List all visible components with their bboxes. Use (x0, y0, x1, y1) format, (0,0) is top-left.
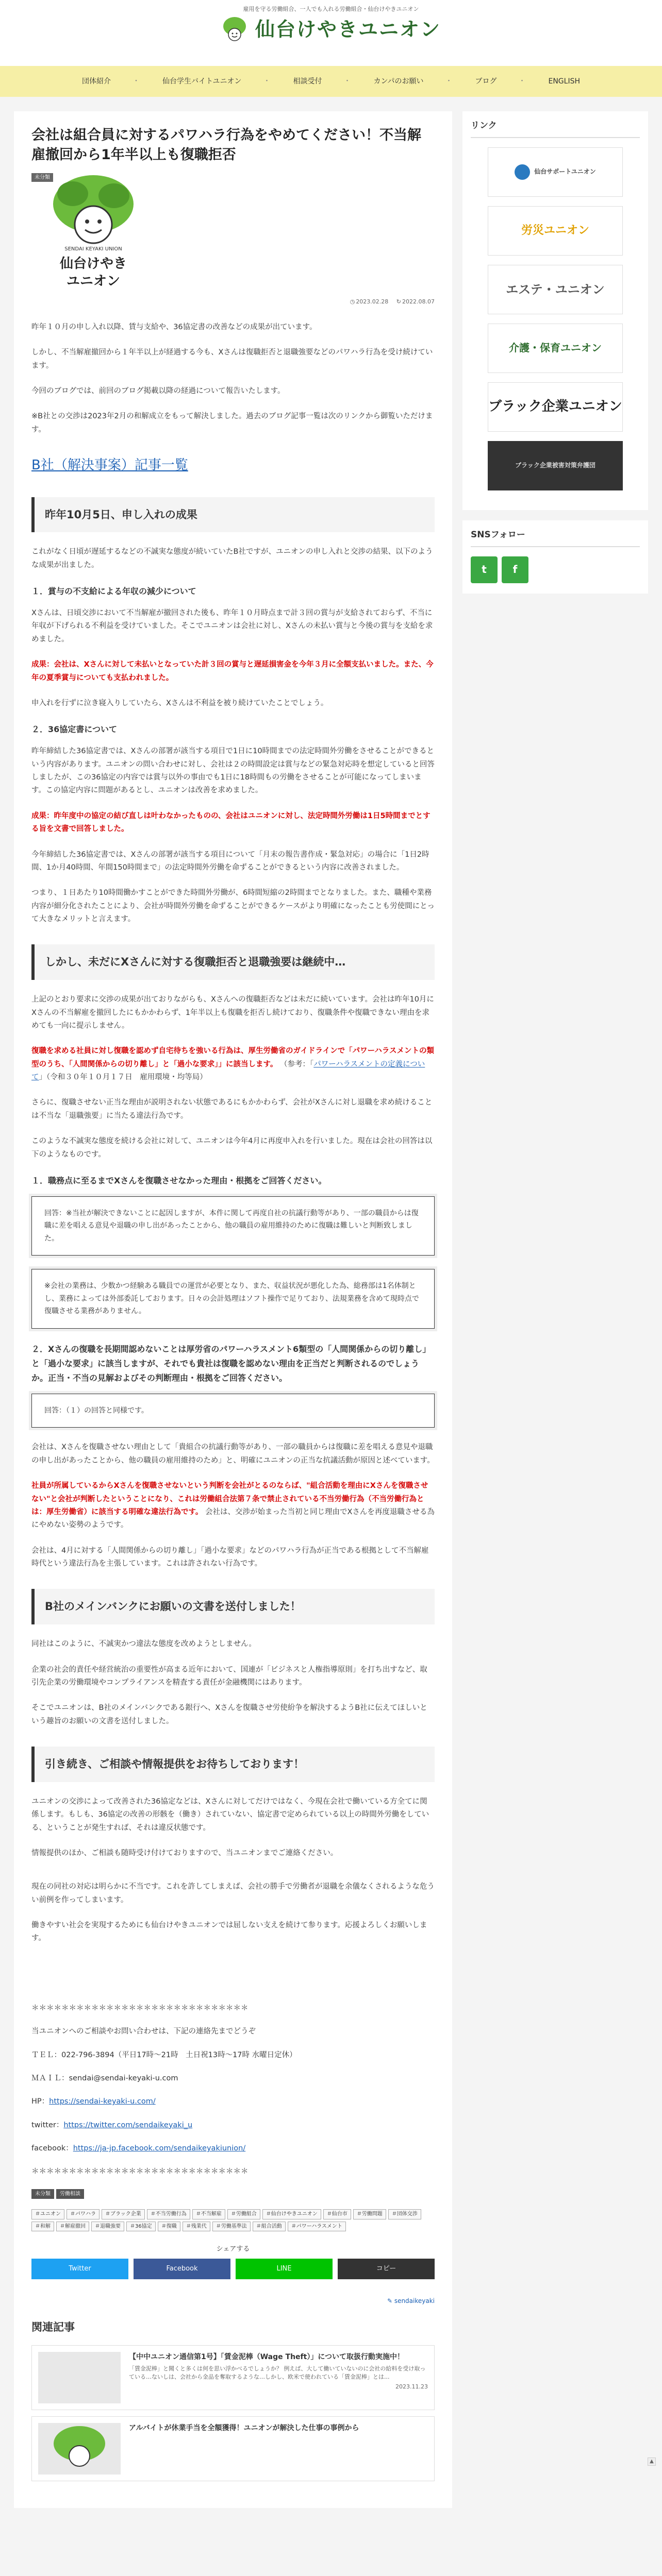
nav-item-donation[interactable]: ・ カンパのお願い (347, 75, 449, 88)
contact-hp-row (31, 2095, 435, 2108)
tag-item[interactable]: ＃労働組合 (227, 2209, 260, 2219)
links-widget (462, 111, 648, 510)
result-highlight: 成果：会社は、Xさんに対して未払いとなっていた計３回の賞与と遅延損害金を今年３月に全額支払いました。また、今年の夏季賞与についても支払われました。 (31, 660, 434, 682)
contact-mail: ＭＡＩＬ：sendai@sendai-keyaki-u.com (31, 2074, 178, 2082)
related-body (129, 2423, 428, 2475)
paragraph: このような不誠実な態度を続ける会社に対して、ユニオンは今年4月に再度申入れを行いました。現在は会社の回答は以下のようなものです。 (31, 1137, 433, 1159)
category-uncategorized[interactable]: 未分類 (31, 2189, 54, 2199)
date-published: 2023.02.28 (356, 298, 389, 305)
tag-item[interactable]: ＃ユニオン (31, 2209, 64, 2219)
paragraph: Xさんは、日頃交渉において不当解雇が撤回された後も、昨年１０月時点まで計３回の賞与が支給されておらず、不当に年収が下げられる不利益を受けていました。そこでユニオンは会社に対し、Xさんの未払い賞与と今後の賞与を支給を求めました。 (31, 609, 433, 643)
subheading-4: ２．Xさんの復職を長期間認めないことは厚労省のパワーハラスメント6類型の「人間関係からの切り離し」と「過小な要求」に該当しますが、それでも貴社は復職を認めない理由を正当だと判断されるのでしょうか。正当・不当の見解およびその判断理由・根拠をご回答ください。 (31, 1344, 431, 1383)
banner-care-union[interactable] (488, 324, 623, 373)
hp-link[interactable]: https://sendai-keyaki-u.com/ (49, 2097, 156, 2106)
subheading-1: １．賞与の不支給による年収の減少について (31, 586, 196, 597)
powerharassment-highlight: 復職を求める社員に対し復職を認めず自宅待ちを強いる行為は、厚生労働省のガイドラインで「パワーハラスメントの類型のうち、「人間関係からの切り離し」と「過小な要求」」に該当します。 (31, 1047, 434, 1069)
eyecatch-text-1: 仙台けやき (59, 256, 127, 272)
facebook-follow-icon[interactable]: f (502, 556, 528, 583)
facebook-link[interactable]: https://ja-jp.facebook.com/sendaikeyakiunion/ (73, 2144, 246, 2153)
author-name: sendaikeyaki (394, 2297, 435, 2305)
answer-box-3: 回答：（１）の回答と同様です。 (31, 1394, 435, 1428)
contact-tel: ＴＥＬ：022-796-3894（平日17時〜21時 土日祝13時〜17時 水曜日定休） (31, 2050, 297, 2059)
paragraph: 昨年締結した36協定書では、Xさんの部署が該当する項目で1日に10時間までの法定時間外労働をさせることができるという内容があります。ユニオンの問い合わせに対し、会社は２の時間設定は賞与などの緊急対応時を想定していると回答しましたが、この36協定の内容では賞与以外の事由でも1日に18時間もの労働をさせることが可能になってしまいます。この協定内容に問題があるとし、ユニオンは改善を求めました。 (31, 747, 435, 795)
share-twitter-button[interactable]: Twitter (31, 2259, 128, 2279)
sns-buttons (471, 556, 640, 583)
site-tagline: 雇用を守る労働組合、一人でも入れる労働組合・仙台けやきユニオン (243, 6, 419, 12)
related-body (129, 2352, 428, 2403)
tag-item[interactable]: ＃労働問題 (353, 2209, 386, 2219)
clock-icon: ◷ (350, 298, 355, 305)
tag-list (31, 2209, 435, 2231)
paragraph: 会社は、4月に対する「人間関係からの切り離し」「過小な要求」などのパワハラ行為が正当である根拠として不当解雇時代という違法行為を主張しています。これは許されない行為です。 (31, 1546, 429, 1568)
nav-item-student-union[interactable]: ・ 仙台学生バイトユニオン (137, 75, 267, 88)
eyecatch-ring-text: SENDAI KEYAKI UNION (64, 246, 122, 252)
paragraph: ユニオンの交渉によって改善された36協定などは、Xさんに対してだけではなく、今現在会社で働いている方全てに関係します。もしも、36協定の改善の形骸を（働き）されていない、協定書で定められている以上の時間外労働をしている、ということが発生すれば、それは違反状態です。 (31, 1797, 429, 1832)
paragraph: 現在の同社の対応は明らかに不当です。これを許してしまえば、会社の勝手で労働者が退職を余儀なくされるような危うい前例を作ってしまいます。 (31, 1883, 435, 1904)
banner-label: ブラック企業被害対策弁護団 (515, 462, 595, 469)
tag-item[interactable]: ＃団体交渉 (388, 2209, 421, 2219)
banner-rousai-union[interactable] (488, 206, 623, 256)
paragraph: 今年締結した36協定書では、Xさんの部署が該当する項目について「月末の報告書作成・緊急対応」の場合に「1日2時間、1か月40時間、年間150時間まで」の法定時間外労働を命ずることができるという内容に改善されました。 (31, 850, 429, 872)
answer-box-2: ※会社の業務は、少数かつ経験ある職員での運営が必要となり、また、収益状況が悪化した為、総務部は1名体制とし、業務によっては外部委託しております。日々の会計処理はソフト操作で足りており、法規業務を含めて現時点で復職させる業務がありません。 (31, 1269, 435, 1329)
section-heading-2: しかし、未だにXさんに対する復職拒否と退職強要は継続中… (31, 944, 435, 980)
close-quote: 」 (39, 1073, 46, 1082)
post-dates (31, 297, 435, 307)
tag-item[interactable]: ＃退職強要 (91, 2222, 124, 2232)
related-thumbnail (38, 2352, 121, 2403)
related-card[interactable] (31, 2345, 435, 2410)
share-line-button[interactable]: LINE (236, 2259, 333, 2279)
twitter-link[interactable]: https://twitter.com/sendaikeyaki_u (63, 2121, 193, 2129)
related-thumbnail (38, 2423, 121, 2475)
site-header (0, 0, 662, 66)
nav-item-blog[interactable]: ・ ブログ (449, 75, 522, 88)
tag-item[interactable]: ＃残業代 (183, 2222, 210, 2232)
banner-black-company-lawyers[interactable] (488, 441, 623, 490)
banner-sendai-support-union[interactable] (488, 147, 623, 197)
banner-black-company-union[interactable] (488, 382, 623, 432)
paragraph: 企業の社会的責任や経営統治の重要性が高まる近年において、国連が「ビジネスと人権指導原則」を打ち出すなど、取引先企業の労働環境やコンプライアンスを精査する責任が金融機関にはあります。 (31, 1665, 427, 1687)
tag-item[interactable]: ＃不当解雇 (192, 2209, 225, 2219)
tag-item[interactable]: ＃労働基準法 (212, 2222, 251, 2232)
share-copy-button[interactable]: コピー (338, 2259, 435, 2279)
category-list (31, 2189, 435, 2199)
contact-intro: 当ユニオンへのご相談やお問い合わせは、下記の連絡先までどうぞ (31, 2027, 256, 2036)
links-widget-title: リンク (471, 118, 640, 138)
intro-paragraph-2: しかし、不当解雇撤回から１年半以上が経過する今も、Xさんは復職拒否と退職強要などのパワハラ行為を受け続けています。 (31, 348, 433, 370)
banner-label: 仙台サポートユニオン (534, 168, 596, 176)
logo-leaf-icon (221, 16, 248, 43)
section-heading-3: B社のメインバンクにお願いの文書を送付しました！ (31, 1589, 435, 1624)
tag-item[interactable]: ＃ブラック企業 (102, 2209, 145, 2219)
eyecatch-text-2: ユニオン (66, 273, 121, 289)
category-labor-consult[interactable]: 労働相談 (56, 2189, 84, 2199)
banner-label: 介護・保育ユニオン (509, 342, 602, 354)
banner-label: エステ・ユニオン (506, 281, 605, 297)
section-heading-4: 引き続き、ご相談や情報提供をお待ちしております！ (31, 1747, 435, 1782)
share-facebook-button[interactable]: Facebook (134, 2259, 230, 2279)
author-link[interactable] (31, 2296, 435, 2307)
sidebar (462, 111, 648, 604)
paragraph: 働きやすい社会を実現するためにも仙台けやきユニオンでは屈しない支えを続けて参ります。応援よろしくお願いします。 (31, 1921, 427, 1943)
banner-label: 労災ユニオン (521, 224, 589, 237)
facebook-label: facebook： (31, 2144, 73, 2153)
banner-esthe-union[interactable] (488, 265, 623, 314)
eyecatch-image (31, 173, 155, 293)
page-title: 会社は組合員に対するパワハラ行為をやめてください！不当解雇撤回から1年半以上も復職拒否 (31, 127, 421, 163)
category-badge[interactable]: 未分類 (31, 173, 53, 182)
share-title: シェアする (216, 2245, 250, 2253)
intro-paragraph-4: ※B社との交渉は2023年2月の和解成立をもって解決しました。過去のブログ記事一覧は次のリンクから御覧いただけます。 (31, 412, 433, 434)
banner-label: ブラック企業ユニオン (488, 399, 622, 415)
tag-item[interactable]: ＃解雇撤回 (56, 2222, 89, 2232)
related-card-title: アルバイトが休業手当を全額獲得！ユニオンが解決した仕事の事例から (129, 2424, 359, 2432)
tag-item[interactable]: ＃仙台けやきユニオン (262, 2209, 321, 2219)
sns-widget (462, 520, 648, 594)
pen-icon: ✎ (387, 2297, 394, 2305)
tag-item[interactable]: ＃パワーハラスメント (288, 2222, 346, 2232)
paragraph: つまり、１日あたり10時間働かすことができた時間外労働が、6時間短縮の2時間までとなりました。また、職種や業務内容が細分化されたことにより、会社が時間外労働を命ずることができるケースがより明確になったことも労使間にとって大きなメリットと言えます。 (31, 889, 435, 924)
paragraph: さらに、復職させない正当な理由が説明されない状態であるにもかかわらず、会社がXさんに対し退職を求め続けることは不当な「退職強要」に当たる違法行為です。 (31, 1098, 433, 1120)
paragraph: そこでユニオンは、B社のメインバンクである銀行へ、Xさんを復職させ労使紛争を解決するようB社に伝えてほしいという趣旨のお願いの文書を送付しました。 (31, 1704, 427, 1725)
related-card-excerpt: 「賃金泥棒」と聞くと多くは何を思い浮かべるでしょうか？ 例えば、大して働いていないのに会社の給料を受け取っている…ないしは、会社から金品を奪取するような…しかし、欧米で使われている「賃金泥棒」とは... (129, 2365, 426, 2381)
go-to-top-icon[interactable]: ▲ (648, 2458, 656, 2466)
contact-block (31, 2002, 435, 2179)
answer-box-1: 回答：※当社が解決できないことに起因しますが、本件に関して再度自社の抗議行動等があり、一部の職員からは復職に差を唱える意見や退職の申し出があったことから、他の職員の雇用維持のために復職は難しいと判断致しました。 (31, 1196, 435, 1256)
intro-paragraph-3: 今回のブログでは、前回のブログ掲載以降の経過について報告いたします。 (31, 386, 285, 395)
article (14, 111, 452, 2508)
tag-item[interactable]: ＃復職 (158, 2222, 180, 2232)
sns-widget-title: SNSフォロー (471, 528, 640, 547)
intro-paragraph-1: 昨年１０月の申し入れ以降、賃与支給や、36協定書の改善などの成果が出ています。 (31, 323, 317, 331)
nav-item-about[interactable]: 団体紹介 (82, 77, 111, 86)
share-buttons (31, 2259, 435, 2279)
subheading-2: ２．36協定書について (31, 724, 117, 735)
paragraph-tail: 会社は、交渉が始まった当初と同じ理由でXさんを再度退職させる為にやめない姿勢のようです。 (31, 1507, 435, 1530)
tag-item[interactable]: ＃36協定 (126, 2222, 156, 2232)
paragraph (31, 1045, 435, 1084)
resolved-cases-link[interactable]: B社（解決事案）記事一覧 (31, 457, 188, 473)
tag-item[interactable]: ＃仙台市 (323, 2209, 351, 2219)
paragraph: 同社はこのように、不誠実かつ違法な態度を改めようとしません。 (31, 1640, 256, 1649)
related-card[interactable] (31, 2416, 435, 2481)
tag-item[interactable]: ＃不当労働行為 (147, 2209, 190, 2219)
tag-item[interactable]: ＃和解 (31, 2222, 54, 2232)
result-highlight: 成果：昨年度中の協定の結び直しは叶わなかったものの、会社はユニオンに対し、法定時間外労働は1日5時間までとする旨を文書で回答しました。 (31, 811, 431, 834)
content-wrap (14, 111, 648, 2508)
logo-text: 仙台けやきユニオン (255, 18, 441, 41)
union-logo-icon (515, 164, 530, 180)
hp-label: HP： (31, 2097, 49, 2106)
subheading-3: １．職務点に至るまでXさんを復職させなかった理由・根拠をご回答ください。 (31, 1175, 327, 1185)
tag-item[interactable]: ＃組合活動 (253, 2222, 286, 2232)
contact-rule-top: ＊＊＊＊＊＊＊＊＊＊＊＊＊＊＊＊＊＊＊＊＊＊＊＊＊＊＊＊＊ (31, 2004, 249, 2012)
paragraph: これがなく日頃が遅延するなどの不誠実な態度が続いていたB社ですが、ユニオンの申し入れと交渉の結果、以下のような成果が出ました。 (31, 548, 433, 569)
related-card-title: 【中中ユニオン通信第1号】「賃金泥棒（Wage Theft）」について取扱行動実施中！ (129, 2352, 405, 2361)
reference-tail: （令和３０年１０月１７日 雇用環境・均等局） (46, 1073, 207, 1082)
contact-rule-bottom: ＊＊＊＊＊＊＊＊＊＊＊＊＊＊＊＊＊＊＊＊＊＊＊＊＊＊＊＊＊ (31, 2167, 249, 2176)
powerharassment-definition-link[interactable]: パワーハラスメントの定義について (31, 1060, 425, 1082)
unfair-labor-highlight: 社員が所属しているからXさんを復職させないという判断を会社がとるのならば、"組合活動を理由にXさんを復職させない"と会社が判断したということになり、これは労働組合法第７条で禁止されている不当労働行為（不当労働行為とは：厚生労働省）に該当する明確な違法行為です。 (31, 1482, 428, 1516)
paragraph: 情報提供のほか、ご相談も随時受け付けておりますので、当ユニオンまでご連絡ください。 (31, 1849, 338, 1857)
refresh-icon: ↻ (396, 298, 402, 305)
site-logo[interactable] (0, 14, 662, 44)
paragraph: 上記のとおり要求に交渉の成果が出ておりながらも、Xさんへの復職拒否などは未だに続いています。会社は昨年10月にXさんの不当解雇を撤回したにもかかわらず、1年半以上も復職を拒否し続けており、復職条件や復職できない理由を求めても一向に提示しません。 (31, 995, 434, 1030)
paragraph: 申入れを行ずに泣き寝入りしていたら、Xさんは不利益を被り続けていたことでしょう。 (31, 699, 328, 707)
global-nav (0, 66, 662, 97)
twitter-follow-icon[interactable]: t (471, 556, 498, 583)
nav-item-consultation[interactable]: ・ 相談受付 (267, 75, 347, 88)
twitter-label: twitter： (31, 2121, 64, 2129)
date-updated: 2022.08.07 (402, 298, 435, 305)
paragraph (31, 1480, 435, 1532)
related-title: 関連記事 (31, 2321, 75, 2334)
open-paren: （参考：「 (279, 1060, 314, 1069)
related-card-date: 2023.11.23 (395, 2383, 428, 2390)
contact-twitter-row (31, 2119, 435, 2132)
contact-facebook-row (31, 2142, 435, 2155)
section-heading-1: 昨年10月5日、申し入れの成果 (31, 497, 435, 533)
nav-item-english[interactable]: ・ ENGLISH (522, 75, 606, 88)
paragraph: 会社は、Xさんを復職させない理由として「貴組合の抗議行動等があり、一部の職員からは復職に差を唱える意見や退職の申し出があったことから、他の職員の雇用維持のため」と、明確にユニオンの正当な抗議活動が原因と述べています。 (31, 1443, 435, 1465)
tag-item[interactable]: ＃パワハラ (67, 2209, 100, 2219)
